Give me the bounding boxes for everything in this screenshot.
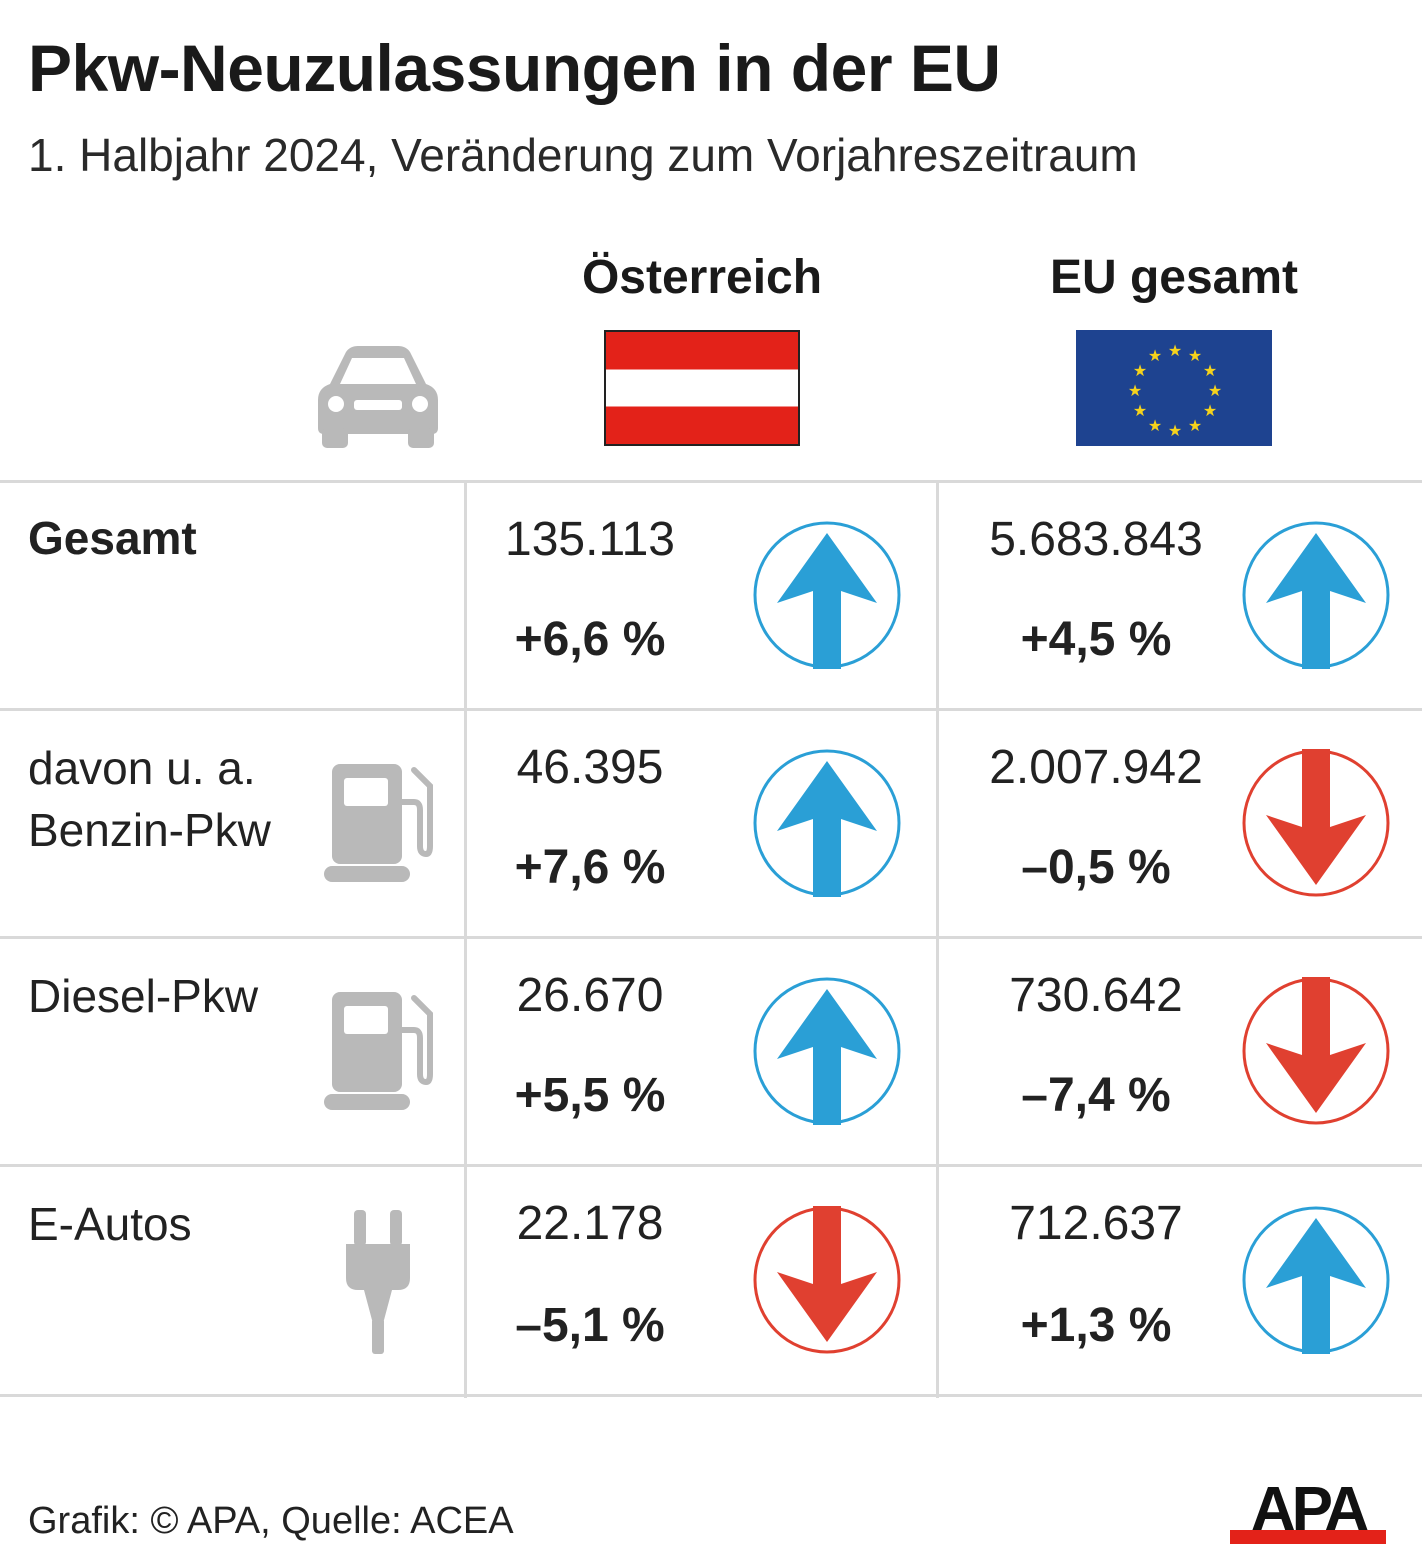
row-label-diesel: Diesel-Pkw [28, 970, 259, 1022]
at-change-benzin: +7,6 % [514, 841, 666, 894]
eu-flag-icon [1076, 330, 1272, 446]
eu-trend-diesel-icon [1240, 975, 1392, 1127]
table-divider [0, 1164, 1422, 1167]
row-label-gesamt: Gesamt [28, 512, 197, 564]
at-change-diesel: +5,5 % [514, 1069, 666, 1122]
row-label-benzin-line2: Benzin-Pkw [28, 804, 271, 856]
svg-text:★: ★ [1132, 401, 1148, 420]
at-change-gesamt: +6,6 % [514, 613, 666, 666]
source-credit: Grafik: © APA, Quelle: ACEA [28, 1500, 514, 1542]
at-trend-benzin-icon [751, 747, 903, 899]
column-header-austria: Österreich [581, 251, 823, 304]
table-divider [0, 708, 1422, 711]
austria-flag-icon [604, 330, 800, 446]
svg-text:★: ★ [1132, 361, 1148, 380]
at-trend-gesamt-icon [751, 519, 903, 671]
eu-value-diesel: 730.642 [1009, 969, 1183, 1022]
eu-trend-e-autos-icon [1240, 1204, 1392, 1356]
apa-logo-text: APA [1250, 1480, 1366, 1544]
at-trend-e-autos-icon [751, 1204, 903, 1356]
at-value-benzin: 46.395 [516, 741, 664, 794]
table-divider [0, 936, 1422, 939]
eu-change-diesel: –7,4 % [1021, 1069, 1171, 1122]
svg-text:★: ★ [1207, 381, 1223, 400]
eu-stars [1078, 332, 1272, 446]
table-divider [0, 1394, 1422, 1397]
apa-logo [1230, 1480, 1386, 1544]
at-value-e-autos: 22.178 [516, 1197, 664, 1250]
fuel-pump-icon [322, 762, 434, 886]
at-change-e-autos: –5,1 % [515, 1299, 665, 1352]
at-trend-diesel-icon [751, 975, 903, 1127]
eu-change-e-autos: +1,3 % [1020, 1299, 1172, 1352]
svg-text:★: ★ [1187, 416, 1203, 435]
svg-text:★: ★ [1167, 421, 1183, 440]
eu-trend-benzin-icon [1240, 747, 1392, 899]
at-value-diesel: 26.670 [516, 969, 664, 1022]
row-label-e-autos: E-Autos [28, 1198, 192, 1250]
car-icon [316, 344, 440, 448]
eu-value-benzin: 2.007.942 [989, 741, 1203, 794]
svg-text:★: ★ [1147, 416, 1163, 435]
column-header-eu: EU gesamt [1049, 251, 1299, 304]
chart-title: Pkw-Neuzulassungen in der EU [28, 31, 1001, 105]
svg-text:★: ★ [1147, 346, 1163, 365]
svg-text:★: ★ [1167, 341, 1183, 360]
plug-icon [344, 1210, 412, 1356]
fuel-pump-icon [322, 990, 434, 1114]
eu-change-gesamt: +4,5 % [1020, 613, 1172, 666]
eu-value-gesamt: 5.683.843 [989, 513, 1203, 566]
chart-subtitle: 1. Halbjahr 2024, Veränderung zum Vorjahreszeitraum [28, 129, 1138, 181]
svg-text:★: ★ [1202, 401, 1218, 420]
eu-change-benzin: –0,5 % [1021, 841, 1171, 894]
column-divider [936, 480, 939, 1398]
eu-trend-gesamt-icon [1240, 519, 1392, 671]
svg-text:★: ★ [1127, 381, 1143, 400]
svg-text:★: ★ [1202, 361, 1218, 380]
svg-text:★: ★ [1187, 346, 1203, 365]
row-label-benzin-line1: davon u. a. [28, 742, 256, 794]
at-value-gesamt: 135.113 [505, 513, 675, 566]
table-divider [0, 480, 1422, 483]
eu-value-e-autos: 712.637 [1009, 1197, 1183, 1250]
